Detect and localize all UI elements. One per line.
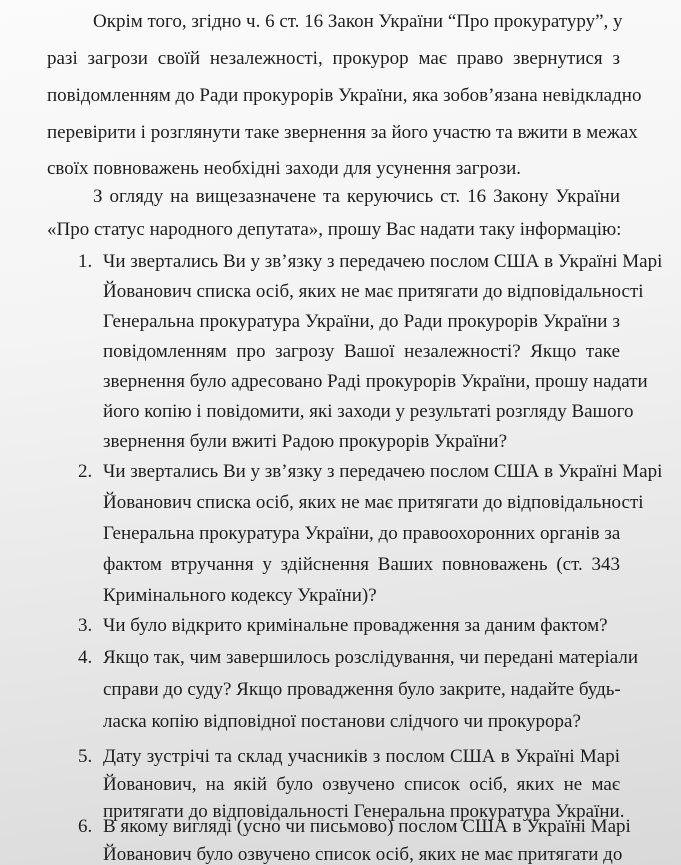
list-item-number: 3.: [78, 615, 93, 636]
list-item-line: Якщо так, чим завершилось розслідування, чи передані матеріали: [103, 647, 639, 668]
list-item-line: Йованович, на якій було озвучено список осіб, яких не має: [103, 774, 620, 795]
paragraph-line: перевірити і розглянути таке звернення за його участю та вжити в межах: [47, 122, 638, 143]
list-item-line: фактом втручання у здійснення Ваших повноважень (ст. 343: [103, 554, 620, 575]
paragraph-line: повідомленням до Ради прокурорів України, яка зобов’язана невідкладно: [47, 85, 642, 106]
list-item-line: Йованович списка осіб, яких не має притягати до відповідальності: [103, 281, 644, 302]
list-item-number: 4.: [78, 647, 93, 668]
list-item-number: 2.: [78, 461, 93, 482]
list-item-line: Генеральна прокуратура України, до Ради прокурорів України з: [103, 311, 620, 332]
list-item-number: 1.: [78, 251, 93, 272]
list-item-line: Дату зустрічі та склад учасників з послом США в Україні Марі: [103, 746, 620, 767]
list-item-line: Кримінального кодексу України)?: [103, 585, 377, 606]
list-item-line: звернення було адресовано Раді прокурорів України, прошу надати: [103, 371, 648, 392]
paragraph-line: своїх повноважень необхідні заходи для усунення загрози.: [47, 158, 521, 179]
list-item-line: В якому вигляді (усно чи письмово) послом США в Україні Марі: [103, 816, 631, 837]
list-item-line: справи до суду? Якщо провадження було закрите, надайте будь-: [103, 679, 621, 700]
list-item-line: Йованович списка осіб, яких не має притягати до відповідальності: [103, 492, 644, 513]
list-item-line: Йованович було озвучено список осіб, яких не має притягати до: [103, 844, 623, 865]
list-item-line: звернення були вжиті Радою прокурорів України?: [103, 431, 508, 452]
paragraph-line: «Про статус народного депутата», прошу Вас надати таку інформацію:: [47, 219, 622, 240]
list-item-line: Генеральна прокуратура України, до правоохоронних органів за: [103, 523, 621, 544]
paragraph-line: Окрім того, згідно ч. 6 ст. 16 Закон України “Про прокуратуру”, у: [93, 11, 623, 32]
list-item-line: ласка копію відповідної постанови слідчого чи прокурора?: [103, 711, 581, 732]
list-item-line: повідомленням про загрозу Вашої незалежності? Якщо таке: [103, 341, 620, 362]
list-item-line: притягати до відповідальності Генеральна прокуратура України.: [103, 801, 625, 822]
paragraph-line: разі загрози своїй незалежності, прокурор має право звернутися з: [47, 48, 620, 69]
list-item-number: 6.: [78, 816, 93, 837]
list-item-line: його копію і повідомити, які заходи у результаті розгляду Вашого: [103, 401, 634, 422]
list-item-line: Чи було відкрито кримінальне провадження за даним фактом?: [103, 615, 608, 636]
list-item-line: Чи звертались Ви у зв’язку з передачею послом США в Україні Марі: [103, 461, 663, 482]
list-item-number: 5.: [78, 746, 93, 767]
paragraph-line: З огляду на вищезазначене та керуючись ст. 16 Закону України: [93, 186, 620, 207]
list-item-line: Чи звертались Ви у зв’язку з передачею послом США в Україні Марі: [103, 251, 663, 272]
